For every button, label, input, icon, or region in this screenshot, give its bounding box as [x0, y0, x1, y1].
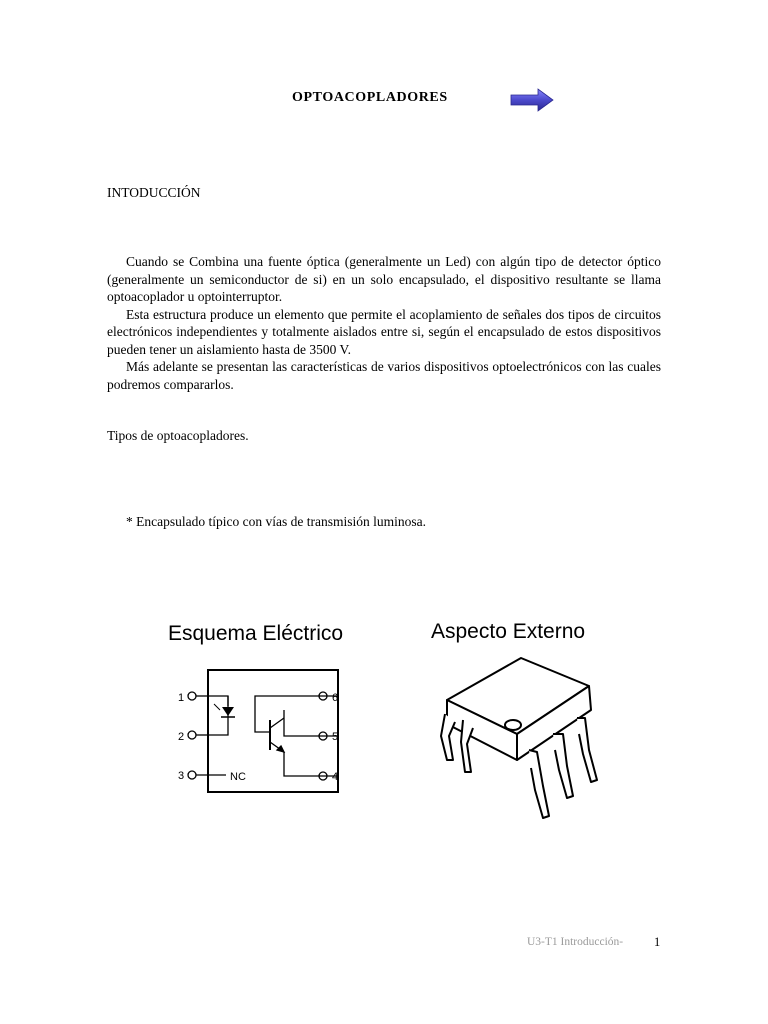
- led-symbol: [214, 704, 235, 717]
- schematic-title: Esquema Eléctrico: [168, 622, 344, 645]
- package-illustration: [425, 610, 630, 830]
- pin-label-6: 6: [332, 692, 339, 704]
- paragraph-1: Cuando se Combina una fuente óptica (generalmente un Led) con algún tipo de detector óptico (generalmente un semiconductor de si) en un solo encapsulado, el dispositivo resultante se llama optoacoplador u optointerruptor.: [107, 254, 661, 304]
- intro-body: [107, 253, 661, 393]
- pin-label-4: 4: [332, 771, 339, 783]
- schematic-diagram: [160, 610, 396, 820]
- right-arrow-icon: [510, 88, 554, 112]
- paragraph-3: Más adelante se presentan las características de varios dispositivos optoelectrónicos con las cuales podremos compararlos.: [107, 359, 661, 392]
- bullet-item: * Encapsulado típico con vías de transmisión luminosa.: [126, 514, 426, 529]
- paragraph-2: Esta estructura produce un elemento que permite el acoplamiento de señales dos tipos de circuitos electrónicos independientes y totalmente aislados entre si, según el encapsulado de estos dispositivos pueden tener un aislamiento hasta de 3500 V.: [107, 306, 661, 357]
- section-heading: INTODUCCIÓN: [107, 185, 201, 200]
- pin-label-1: 1: [178, 692, 185, 704]
- pin-label-2: 2: [178, 731, 185, 743]
- pin-label-3: 3: [178, 770, 185, 782]
- footer-label: U3-T1 Introducción-: [527, 936, 624, 948]
- pin-2: [188, 731, 196, 739]
- package-title: Aspecto Externo: [431, 620, 586, 643]
- nc-label: NC: [230, 771, 246, 783]
- page-title: OPTOACOPLADORES: [292, 90, 448, 105]
- page-number: 1: [654, 935, 661, 949]
- pin-1: [188, 692, 196, 700]
- pin-label-5: 5: [332, 731, 339, 743]
- pin-3: [188, 771, 196, 779]
- types-heading: Tipos de optoacopladores.: [107, 428, 249, 443]
- phototransistor-symbol: [255, 696, 319, 776]
